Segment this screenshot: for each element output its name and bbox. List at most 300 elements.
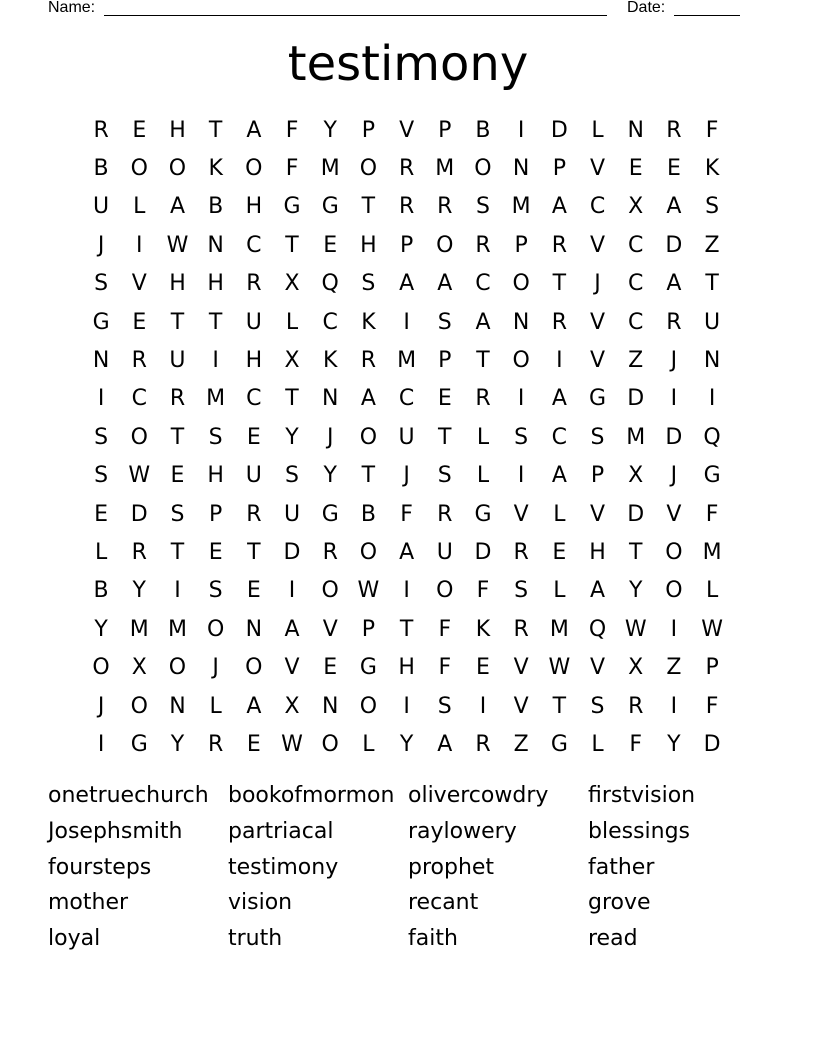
grid-letter: L (133, 194, 146, 220)
grid-letter: S (170, 501, 185, 527)
grid-letter: L (476, 463, 490, 489)
grid-letter: E (552, 539, 567, 565)
grid-letter: F (438, 616, 452, 642)
grid-letter: K (704, 156, 720, 182)
grid-letter: R (246, 271, 262, 297)
grid-letter: V (590, 348, 606, 374)
grid-letter: A (360, 386, 376, 412)
grid-letter: S (94, 271, 109, 297)
grid-letter: W (166, 232, 189, 258)
grid-letter: O (206, 616, 225, 642)
grid-letter: I (517, 463, 525, 489)
grid-letter: J (670, 463, 678, 489)
grid-letter: R (131, 348, 147, 374)
word-bank-item: vision (228, 890, 293, 916)
grid-letter: D (550, 117, 568, 143)
grid-letter: L (94, 539, 108, 565)
grid-letter: L (553, 501, 566, 527)
grid-letter: L (553, 578, 566, 604)
grid-letter: O (92, 655, 110, 681)
grid-letter: J (594, 271, 601, 297)
word-bank (48, 778, 768, 957)
grid-letter: V (590, 232, 606, 258)
grid-letter: P (514, 232, 528, 258)
grid-letter: I (97, 731, 105, 757)
grid-letter: M (511, 194, 531, 220)
grid-letter: T (247, 539, 261, 565)
grid-letter: Q (321, 271, 339, 297)
grid-letter: P (361, 616, 376, 642)
grid-letter: S (514, 578, 529, 604)
name-field[interactable] (104, 15, 607, 16)
grid-letter: V (513, 501, 529, 527)
word-bank-item: mother (48, 890, 129, 916)
grid-letter: Q (703, 424, 721, 450)
grid-letter: E (170, 463, 185, 489)
grid-letter: N (207, 232, 224, 258)
grid-letter: C (628, 232, 644, 258)
grid-letter: N (627, 117, 644, 143)
grid-letter: E (132, 117, 147, 143)
grid-letter: T (208, 309, 223, 335)
grid-letter: B (208, 194, 224, 220)
grid-letter: J (326, 424, 334, 450)
grid-letter: A (246, 693, 262, 719)
grid-letter: D (627, 501, 645, 527)
grid-letter: G (589, 386, 607, 412)
grid-letter: E (666, 156, 681, 182)
grid-letter: E (476, 655, 490, 681)
grid-letter: F (400, 501, 413, 527)
grid-letter: A (399, 271, 415, 297)
grid-letter: R (437, 194, 453, 220)
grid-letter: E (246, 424, 261, 450)
grid-letter: C (398, 386, 415, 412)
grid-letter: T (361, 194, 376, 220)
grid-letter: L (591, 731, 604, 757)
date-field[interactable] (674, 15, 740, 16)
grid-letter: P (590, 463, 605, 489)
word-bank-item: testimony (228, 854, 339, 880)
grid-letter: H (398, 655, 415, 681)
grid-letter: F (476, 578, 490, 604)
grid-letter: B (360, 501, 376, 527)
grid-letter: D (703, 731, 721, 757)
grid-letter: Y (667, 731, 681, 757)
grid-letter: I (670, 616, 678, 642)
grid-letter: O (665, 539, 683, 565)
grid-letter: O (359, 539, 378, 565)
grid-letter: K (361, 309, 376, 335)
grid-letter: G (283, 194, 301, 220)
grid-letter: R (322, 539, 338, 565)
header (0, 0, 816, 20)
grid-letter: V (590, 309, 606, 335)
grid-letter: T (628, 539, 643, 565)
grid-letter: O (245, 156, 263, 182)
grid-letter: S (437, 693, 452, 719)
word-search-grid (82, 111, 732, 764)
word-bank-item: blessings (588, 818, 691, 844)
grid-letter: N (321, 693, 339, 719)
grid-letter: R (551, 232, 567, 258)
grid-letter: N (703, 348, 721, 374)
grid-letter: A (551, 386, 567, 412)
grid-letter: P (399, 232, 414, 258)
grid-letter: L (209, 693, 222, 719)
grid-letter: E (132, 309, 147, 335)
grid-letter: T (285, 232, 299, 258)
grid-letter: X (284, 271, 300, 297)
grid-letter: E (94, 501, 109, 527)
grid-letter: F (705, 693, 719, 719)
word-bank-item: recant (408, 890, 479, 916)
grid-letter: E (323, 232, 338, 258)
grid-letter: D (283, 539, 301, 565)
grid-letter: F (438, 655, 452, 681)
grid-letter: O (245, 655, 263, 681)
grid-letter: T (438, 424, 452, 450)
grid-letter: O (512, 348, 530, 374)
grid-letter: S (514, 424, 529, 450)
grid-letter: X (284, 693, 300, 719)
grid-letter: A (475, 309, 491, 335)
word-bank-item: father (588, 854, 655, 880)
grid-letter: U (93, 194, 110, 220)
grid-letter: W (128, 463, 151, 489)
grid-letter: C (551, 424, 568, 450)
grid-letter: X (628, 655, 644, 681)
grid-letter: O (130, 156, 148, 182)
grid-letter: R (208, 731, 224, 757)
grid-letter: S (208, 424, 223, 450)
grid-letter: G (92, 309, 110, 335)
grid-letter: P (209, 501, 223, 527)
grid-letter: V (590, 655, 606, 681)
grid-letter: F (285, 156, 299, 182)
grid-letter: C (246, 386, 262, 412)
grid-letter: N (512, 309, 530, 335)
grid-letter: S (285, 463, 300, 489)
grid-letter: A (246, 117, 262, 143)
grid-letter: E (323, 655, 338, 681)
grid-letter: M (702, 539, 722, 565)
grid-letter: I (479, 693, 487, 719)
grid-letter: H (169, 271, 186, 297)
grid-letter: F (285, 117, 299, 143)
grid-letter: P (552, 156, 566, 182)
grid-letter: J (97, 693, 105, 719)
grid-letter: T (552, 693, 567, 719)
grid-letter: Z (513, 731, 529, 757)
grid-letter: A (437, 271, 453, 297)
grid-letter: S (94, 463, 109, 489)
grid-letter: I (708, 386, 716, 412)
grid-letter: I (136, 232, 143, 258)
grid-letter: R (169, 386, 186, 412)
grid-letter: U (169, 348, 186, 374)
grid-letter: C (322, 309, 338, 335)
grid-letter: S (437, 463, 452, 489)
grid-letter: O (168, 655, 187, 681)
grid-letter: O (359, 424, 378, 450)
grid-letter: A (399, 539, 415, 565)
grid-letter: V (513, 655, 529, 681)
word-bank-item: foursteps (48, 854, 152, 880)
grid-letter: L (285, 309, 299, 335)
word-bank-item: raylowery (408, 818, 517, 844)
grid-letter: I (517, 386, 525, 412)
grid-letter: M (167, 616, 187, 642)
grid-letter: K (475, 616, 491, 642)
grid-letter: D (474, 539, 492, 565)
grid-letter: H (245, 348, 263, 374)
grid-letter: L (362, 731, 375, 757)
grid-letter: G (321, 501, 339, 527)
grid-letter: J (212, 655, 219, 681)
grid-letter: M (397, 348, 417, 374)
grid-letter: G (130, 731, 148, 757)
grid-letter: T (399, 616, 414, 642)
grid-letter: A (551, 194, 567, 220)
grid-letter: J (403, 463, 410, 489)
word-bank-item: faith (408, 926, 458, 952)
grid-letter: Y (132, 578, 146, 604)
grid-letter: M (320, 156, 340, 182)
grid-letter: Z (666, 655, 682, 681)
grid-letter: S (361, 271, 376, 297)
grid-letter: G (550, 731, 568, 757)
grid-letter: F (705, 117, 719, 143)
grid-letter: H (245, 194, 263, 220)
grid-letter: O (130, 693, 148, 719)
grid-letter: R (398, 156, 415, 182)
word-bank-item: onetruechurch (48, 783, 209, 808)
word-bank-item: read (588, 926, 638, 952)
grid-letter: I (403, 578, 410, 604)
grid-letter: G (474, 501, 492, 527)
grid-letter: X (628, 463, 644, 489)
grid-letter: T (705, 271, 719, 297)
grid-letter: Q (588, 616, 607, 642)
grid-letter: A (169, 194, 185, 220)
grid-letter: I (517, 117, 525, 143)
grid-letter: S (475, 194, 490, 220)
grid-letter: Y (323, 117, 337, 143)
grid-letter: K (323, 348, 338, 374)
grid-letter: U (245, 309, 262, 335)
grid-letter: W (701, 616, 723, 642)
grid-letter: H (207, 271, 224, 297)
grid-letter: C (589, 194, 606, 220)
grid-letter: E (208, 539, 223, 565)
grid-letter: R (475, 731, 491, 757)
grid-letter: A (437, 731, 453, 757)
grid-letter: M (626, 424, 646, 450)
grid-letter: E (628, 156, 643, 182)
grid-letter: I (670, 386, 678, 412)
page-title: testimony (287, 36, 529, 92)
grid-letter: C (246, 232, 262, 258)
grid-letter: A (666, 194, 682, 220)
grid-letter: S (94, 424, 109, 450)
grid-letter: U (704, 309, 721, 335)
grid-letter: T (170, 424, 185, 450)
grid-letter: R (246, 501, 262, 527)
grid-letter: R (513, 539, 529, 565)
date-label: Date: (627, 0, 666, 16)
grid-letter: L (476, 424, 490, 450)
grid-letter: F (629, 731, 643, 757)
grid-letter: N (321, 386, 339, 412)
grid-letter: B (475, 117, 491, 143)
grid-letter: D (130, 501, 148, 527)
grid-letter: Y (170, 731, 185, 757)
grid-letter: O (474, 156, 492, 182)
grid-letter: Y (323, 463, 337, 489)
grid-letter: F (705, 501, 719, 527)
grid-letter: R (131, 539, 147, 565)
grid-letter: Z (704, 232, 720, 258)
word-bank-item: firstvision (588, 783, 696, 808)
word-bank-item: bookofmormon (228, 783, 395, 808)
grid-letter: A (590, 578, 606, 604)
grid-letter: R (666, 309, 682, 335)
grid-letter: A (666, 271, 682, 297)
grid-letter: V (284, 655, 300, 681)
grid-letter: D (665, 232, 683, 258)
grid-letter: I (403, 693, 410, 719)
grid-letter: G (703, 463, 721, 489)
grid-letter: N (169, 693, 186, 719)
grid-letter: T (170, 539, 185, 565)
grid-letter: T (552, 271, 567, 297)
grid-letter: S (705, 194, 720, 220)
grid-letter: O (321, 578, 339, 604)
grid-letter: K (208, 156, 223, 182)
grid-letter: H (169, 117, 186, 143)
grid-letter: C (131, 386, 147, 412)
grid-letter: U (398, 424, 415, 450)
grid-letter: N (245, 616, 263, 642)
word-bank-item: olivercowdry (408, 783, 549, 808)
grid-letter: R (475, 386, 491, 412)
grid-letter: U (283, 501, 301, 527)
grid-letter: P (438, 117, 452, 143)
grid-letter: O (665, 578, 683, 604)
grid-letter: I (288, 578, 296, 604)
grid-letter: E (246, 731, 261, 757)
grid-letter: X (628, 194, 644, 220)
grid-letter: H (207, 463, 224, 489)
grid-letter: I (556, 348, 563, 374)
grid-letter: U (245, 463, 262, 489)
grid-letter: R (437, 501, 453, 527)
grid-letter: R (93, 117, 109, 143)
grid-letter: B (93, 156, 109, 182)
grid-letter: J (97, 232, 105, 258)
word-bank-item: partriacal (228, 818, 334, 844)
grid-letter: R (398, 194, 415, 220)
grid-letter: X (131, 655, 147, 681)
grid-letter: S (208, 578, 223, 604)
grid-letter: T (476, 348, 490, 374)
grid-letter: O (168, 156, 187, 182)
grid-letter: T (285, 386, 299, 412)
grid-letter: V (666, 501, 682, 527)
grid-letter: L (705, 578, 719, 604)
grid-letter: H (360, 232, 377, 258)
grid-letter: B (93, 578, 109, 604)
word-bank-item: grove (588, 890, 651, 916)
grid-letter: Y (285, 424, 299, 450)
grid-letter: M (435, 156, 455, 182)
grid-letter: G (359, 655, 377, 681)
grid-letter: C (628, 271, 644, 297)
grid-letter: R (513, 616, 529, 642)
grid-letter: U (436, 539, 453, 565)
grid-letter: O (512, 271, 530, 297)
grid-letter: I (174, 578, 181, 604)
grid-letter: Y (94, 616, 108, 642)
grid-letter: H (589, 539, 606, 565)
grid-letter: X (284, 348, 300, 374)
grid-letter: I (97, 386, 105, 412)
grid-letter: S (590, 693, 605, 719)
grid-letter: M (549, 616, 569, 642)
grid-letter: D (627, 386, 645, 412)
grid-letter: R (666, 117, 682, 143)
grid-letter: O (359, 693, 378, 719)
grid-letter: P (438, 348, 452, 374)
grid-letter: V (322, 616, 338, 642)
word-bank-item: prophet (408, 854, 495, 880)
grid-letter: G (321, 194, 339, 220)
grid-letter: O (359, 156, 378, 182)
grid-letter: P (361, 117, 376, 143)
grid-letter: N (512, 156, 530, 182)
grid-letter: S (590, 424, 605, 450)
grid-letter: S (437, 309, 452, 335)
grid-letter: V (513, 693, 529, 719)
grid-letter: O (321, 731, 339, 757)
grid-letter: J (670, 348, 678, 374)
grid-letter: I (670, 693, 678, 719)
name-label: Name: (48, 0, 96, 16)
grid-letter: N (92, 348, 110, 374)
grid-letter: A (284, 616, 300, 642)
word-bank-item: Josephsmith (48, 818, 183, 844)
grid-letter: T (208, 117, 223, 143)
grid-letter: R (551, 309, 567, 335)
grid-letter: W (624, 616, 647, 642)
grid-letter: Y (399, 731, 414, 757)
grid-letter: Y (628, 578, 643, 604)
grid-letter: T (170, 309, 185, 335)
grid-letter: P (705, 655, 719, 681)
grid-letter: A (551, 463, 567, 489)
grid-letter: W (281, 731, 303, 757)
grid-letter: M (206, 386, 226, 412)
grid-letter: V (590, 501, 606, 527)
grid-letter: V (131, 271, 147, 297)
grid-letter: V (399, 117, 415, 143)
grid-letter: D (665, 424, 683, 450)
grid-letter: C (475, 271, 491, 297)
grid-letter: W (357, 578, 380, 604)
grid-letter: V (590, 156, 606, 182)
grid-letter: I (403, 309, 410, 335)
